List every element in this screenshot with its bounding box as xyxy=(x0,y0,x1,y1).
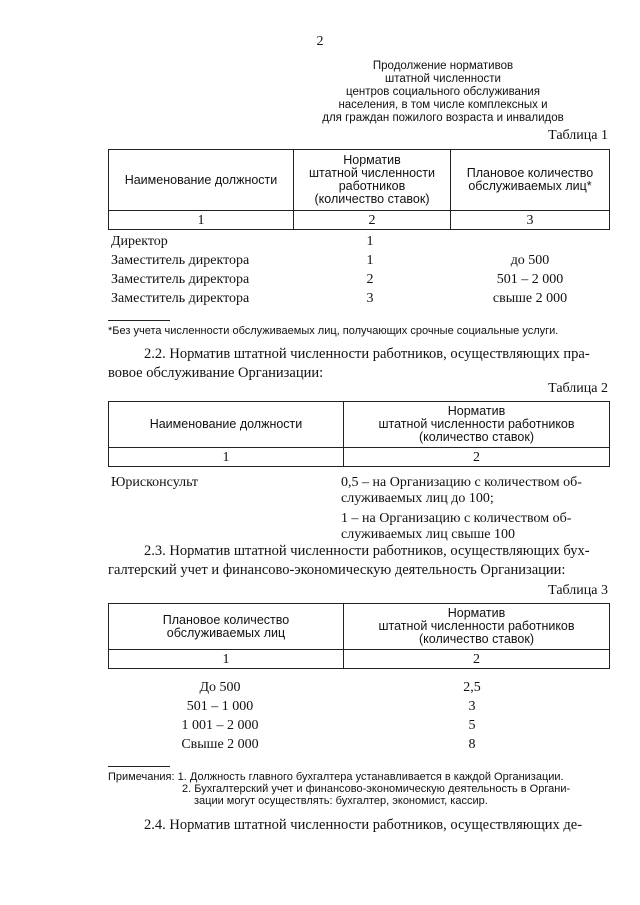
table1-header-col2 xyxy=(294,150,451,211)
norm-line: служиваемых лиц свыше 100 xyxy=(341,527,515,542)
table1-row-name: Заместитель директора xyxy=(111,291,250,306)
header-text: обслуживаемых лиц xyxy=(166,625,286,640)
header-text: Плановое количество xyxy=(162,612,290,627)
footnote-divider xyxy=(108,320,170,321)
table3-header-col1 xyxy=(109,604,344,650)
norm-line: служиваемых лиц до 100; xyxy=(341,491,494,506)
header-line: штатной численности xyxy=(385,73,501,85)
header-text: (количество ставок) xyxy=(419,632,534,646)
table2-header xyxy=(108,401,610,467)
header-text: Норматив xyxy=(447,606,506,620)
header-line: населения, в том числе комплексных и xyxy=(338,99,548,111)
table1-row-norm: 1 xyxy=(366,234,374,249)
paragraph-text: вовое обслуживание Организации: xyxy=(108,365,324,381)
table2-caption: Таблица 2 xyxy=(548,381,608,396)
table3-colnum: 1 xyxy=(109,650,344,669)
table3-row-qty: Свыше 2 000 xyxy=(181,737,259,752)
header-text: штатной численности работников xyxy=(378,417,575,431)
table3-row-norm: 8 xyxy=(468,737,476,752)
notes-label: Примечания: xyxy=(108,771,175,783)
table3-caption: Таблица 3 xyxy=(548,583,608,598)
header-text: работников xyxy=(338,179,406,193)
table1-colnum: 1 xyxy=(109,211,294,230)
header-text: (количество ставок) xyxy=(419,430,534,444)
header-text: Плановое количество xyxy=(466,166,594,180)
table2-row-name: Юрисконсульт xyxy=(111,475,199,490)
table1-header-col3 xyxy=(451,150,610,211)
header-note xyxy=(278,60,608,125)
page-number: 2 xyxy=(316,34,324,49)
paragraph-2-2 xyxy=(108,345,608,383)
table3-row-norm: 5 xyxy=(468,718,476,733)
table1-row-name: Директор xyxy=(111,234,168,249)
table1-row-norm: 1 xyxy=(366,253,374,268)
paragraph-2-3 xyxy=(108,542,608,580)
table1-row-name: Заместитель директора xyxy=(111,272,250,287)
paragraph-2-4 xyxy=(108,816,608,835)
norm-line: 0,5 – на Организацию с количеством об- xyxy=(341,475,582,490)
note-1: 1. Должность главного бухгалтера устанавливается в каждой Организации. xyxy=(177,771,564,783)
table1-row-qty: до 500 xyxy=(510,253,550,268)
paragraph-text: 2.2. Норматив штатной численности работников, осуществляющих пра- xyxy=(144,346,590,362)
header-text: штатной численности работников xyxy=(378,619,575,633)
table1-header xyxy=(108,149,610,230)
header-line: Продолжение нормативов xyxy=(372,60,514,72)
table3-notes xyxy=(108,771,613,807)
table3-colnum: 2 xyxy=(344,650,610,669)
table1-colnum: 2 xyxy=(294,211,451,230)
table2-colnum: 2 xyxy=(344,448,610,467)
table2-norm-text xyxy=(341,475,604,543)
table1-header-col1: Наименование должности xyxy=(109,150,294,211)
note-2-line2: зации могут осуществлять: бухгалтер, экономист, кассир. xyxy=(194,795,488,807)
note-2-line1: 2. Бухгалтерский учет и финансово-экономическую деятельность в Органи- xyxy=(182,783,571,795)
header-text: (количество ставок) xyxy=(314,192,430,206)
table2-header-col2 xyxy=(344,402,610,448)
table3-row-qty: 501 – 1 000 xyxy=(186,699,254,714)
header-line: центров социального обслуживания xyxy=(346,86,540,98)
header-text: Норматив xyxy=(343,153,401,167)
table3-row-qty: До 500 xyxy=(199,680,241,695)
header-text: обслуживаемых лиц* xyxy=(468,179,592,193)
paragraph-text: 2.4. Норматив штатной численности работников, осуществляющих де- xyxy=(144,817,583,833)
paragraph-text: галтерский учет и финансово-экономическую деятельность Организации: xyxy=(108,562,566,578)
paragraph-text: 2.3. Норматив штатной численности работников, осуществляющих бух- xyxy=(144,543,590,559)
table2-header-col1: Наименование должности xyxy=(109,402,344,448)
header-text: Норматив xyxy=(447,404,506,418)
table1-colnum: 3 xyxy=(451,211,610,230)
table1-row-name: Заместитель директора xyxy=(111,253,250,268)
table3-row-norm: 2,5 xyxy=(463,680,481,695)
table1-row-norm: 2 xyxy=(366,272,374,287)
table2-colnum: 1 xyxy=(109,448,344,467)
table3-header xyxy=(108,603,610,669)
table1-row-qty: 501 – 2 000 xyxy=(496,272,564,287)
table3-header-col2 xyxy=(344,604,610,650)
table3-row-norm: 3 xyxy=(468,699,476,714)
table3-row-qty: 1 001 – 2 000 xyxy=(181,718,259,733)
table1-row-norm: 3 xyxy=(366,291,374,306)
norm-line: 1 – на Организацию с количеством об- xyxy=(341,511,572,526)
header-text: штатной численности xyxy=(308,166,436,180)
notes-divider xyxy=(108,766,170,767)
table1-footnote: *Без учета численности обслуживаемых лиц, получающих срочные социальные услуги. xyxy=(108,325,559,337)
header-line: для граждан пожилого возраста и инвалидов xyxy=(322,112,564,124)
table1-caption: Таблица 1 xyxy=(548,128,608,143)
table1-row-qty: свыше 2 000 xyxy=(492,291,568,306)
